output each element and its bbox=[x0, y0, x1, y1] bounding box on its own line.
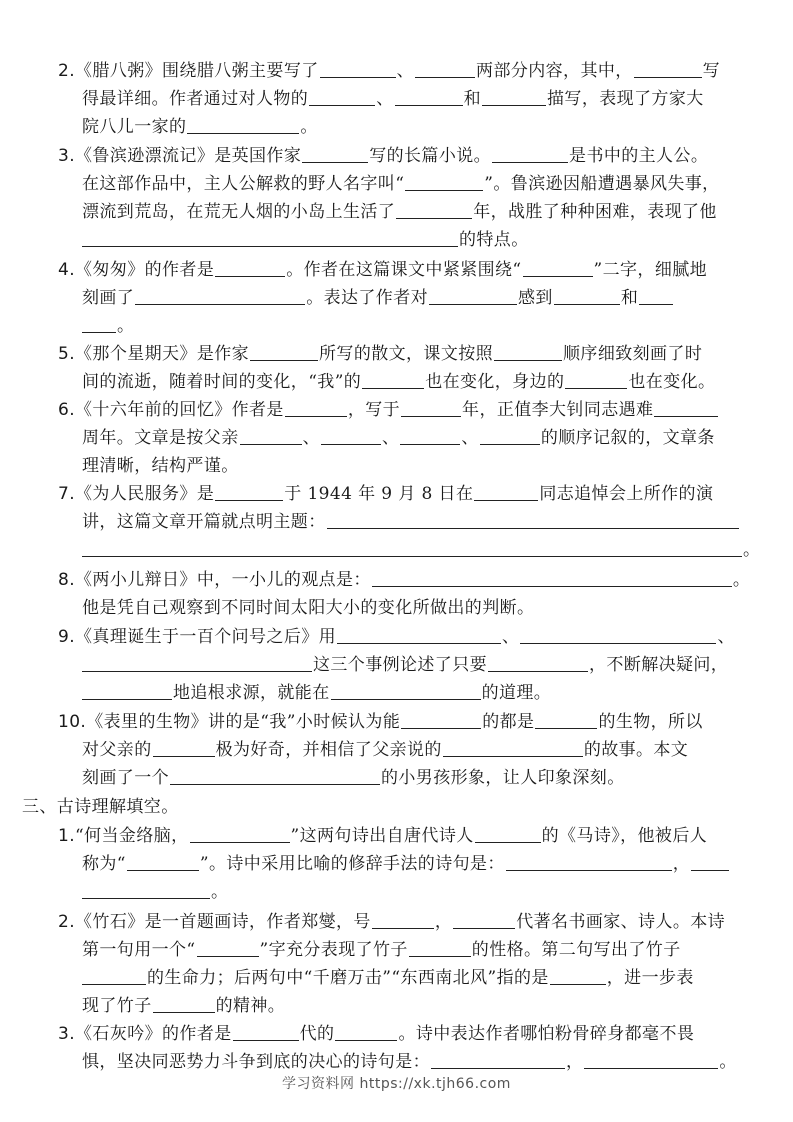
answer-blank[interactable] bbox=[82, 316, 116, 333]
text: 年，正值李大钊同志遇难 bbox=[462, 400, 654, 420]
text: ， bbox=[672, 854, 691, 874]
text: 的《马诗》，他被后人 bbox=[541, 826, 708, 846]
answer-blank[interactable] bbox=[302, 146, 368, 163]
section-heading: 三、古诗理解填空。 bbox=[22, 797, 179, 817]
answer-blank[interactable] bbox=[127, 854, 199, 871]
answer-blank[interactable] bbox=[405, 174, 483, 191]
question-number: 5. bbox=[58, 344, 76, 364]
text: 《十六年前的回忆》作者是 bbox=[75, 400, 284, 420]
text: ， bbox=[566, 1052, 584, 1072]
q6-line-2 bbox=[82, 428, 715, 448]
answer-blank[interactable] bbox=[565, 372, 627, 389]
question-number: 3. bbox=[58, 146, 76, 166]
q6-line-3 bbox=[82, 456, 239, 476]
text: 、 bbox=[396, 61, 415, 81]
answer-blank[interactable] bbox=[506, 854, 672, 871]
text: 《两小儿辩日》中，一小儿的观点是： bbox=[75, 570, 371, 590]
answer-blank[interactable] bbox=[197, 940, 259, 957]
text: 《表里的生物》讲的是“我”小时候认为能 bbox=[86, 712, 401, 732]
answer-blank[interactable] bbox=[395, 89, 463, 106]
text: 是书中的主人公。 bbox=[569, 146, 709, 166]
text: 所写的散文，课文按照 bbox=[319, 344, 494, 364]
question-number: 10. bbox=[58, 712, 87, 732]
q7-line-2 bbox=[82, 512, 740, 532]
text: 刻画了 bbox=[82, 288, 135, 308]
q9-line-1 bbox=[58, 627, 735, 647]
text: 。作者在这篇课文中紧紧围绕“ bbox=[286, 260, 522, 280]
answer-blank[interactable] bbox=[409, 940, 471, 957]
answer-blank[interactable] bbox=[443, 740, 583, 757]
answer-blank[interactable] bbox=[492, 146, 568, 163]
answer-blank[interactable] bbox=[82, 882, 210, 899]
answer-blank[interactable] bbox=[372, 570, 732, 587]
answer-blank[interactable] bbox=[415, 61, 475, 78]
answer-blank[interactable] bbox=[285, 400, 347, 417]
q2-line-1 bbox=[58, 61, 720, 81]
answer-blank[interactable] bbox=[550, 968, 606, 985]
text: 极为好奇，并相信了父亲说的 bbox=[215, 740, 442, 760]
q3-line-3 bbox=[82, 202, 717, 222]
answer-blank[interactable] bbox=[523, 260, 593, 277]
text: 。 bbox=[117, 316, 135, 336]
text: 。表达了作者对 bbox=[306, 288, 429, 308]
text: 地追根求源，就能在 bbox=[173, 683, 330, 703]
answer-blank[interactable] bbox=[82, 683, 172, 700]
answer-blank[interactable] bbox=[639, 288, 673, 305]
text: 写 bbox=[702, 61, 721, 81]
answer-blank[interactable] bbox=[480, 428, 540, 445]
answer-blank[interactable] bbox=[691, 854, 729, 871]
answer-blank[interactable] bbox=[482, 89, 546, 106]
text: 他是凭自己观察到不同时间太阳大小的变化所做出的判断。 bbox=[82, 598, 535, 618]
q6-line-1 bbox=[58, 400, 719, 420]
text: 称为“ bbox=[82, 854, 126, 874]
text: 得最详细。作者通过对人物的 bbox=[82, 89, 309, 109]
text: 《石灰吟》的作者是 bbox=[75, 1024, 232, 1044]
text: 年，战胜了种种困难，表现了他 bbox=[473, 202, 717, 222]
answer-blank[interactable] bbox=[240, 428, 302, 445]
q10-line-1 bbox=[58, 712, 703, 732]
answer-blank[interactable] bbox=[362, 372, 424, 389]
question-number: 2. bbox=[58, 61, 76, 81]
answer-blank[interactable] bbox=[309, 89, 375, 106]
text: 第一句用一个“ bbox=[82, 940, 196, 960]
text: 现了竹子 bbox=[82, 996, 152, 1016]
text: 。 bbox=[743, 540, 761, 560]
text: 《匆匆》的作者是 bbox=[75, 260, 215, 280]
text: ”。诗中采用比喻的修辞手法的诗句是： bbox=[199, 854, 505, 874]
text: 同志追悼会上所作的演 bbox=[539, 484, 714, 504]
answer-blank[interactable] bbox=[331, 683, 481, 700]
q2-line-2 bbox=[82, 89, 704, 109]
q2-line-3 bbox=[82, 117, 318, 137]
text: 的精神。 bbox=[215, 996, 286, 1016]
q7-line-1 bbox=[58, 484, 713, 504]
answer-blank[interactable] bbox=[453, 912, 515, 929]
answer-blank[interactable] bbox=[475, 826, 541, 843]
question-number: 6. bbox=[58, 400, 76, 420]
text: 也在变化。 bbox=[628, 372, 716, 392]
question-number: 3. bbox=[58, 1024, 76, 1044]
answer-blank[interactable] bbox=[337, 627, 501, 644]
text: ”字充分表现了竹子 bbox=[259, 940, 408, 960]
text: 、 bbox=[376, 89, 394, 109]
answer-blank[interactable] bbox=[215, 260, 285, 277]
answer-blank[interactable] bbox=[554, 288, 620, 305]
text: 这三个事例论述了只要 bbox=[313, 655, 487, 675]
p3-line-1 bbox=[58, 1024, 694, 1044]
text: 也在变化，身边的 bbox=[425, 372, 565, 392]
text: 漂流到荒岛，在荒无人烟的小岛上生活了 bbox=[82, 202, 396, 222]
text: 《真理诞生于一百个问号之后》用 bbox=[75, 627, 337, 647]
text: 间的流逝，随着时间的变化，“我”的 bbox=[82, 372, 362, 392]
q8-line-2 bbox=[82, 598, 534, 618]
text: 代的 bbox=[299, 1024, 335, 1044]
answer-blank[interactable] bbox=[215, 484, 283, 501]
text: 的故事。本文 bbox=[583, 740, 689, 760]
answer-blank[interactable] bbox=[153, 740, 215, 757]
text: 。 bbox=[211, 882, 229, 902]
answer-blank[interactable] bbox=[82, 540, 742, 557]
text: 理清晰，结构严谨。 bbox=[82, 456, 239, 476]
answer-blank[interactable] bbox=[400, 428, 460, 445]
text: 的都是 bbox=[482, 712, 535, 732]
text: 的顺序记叙的，文章条 bbox=[540, 428, 715, 448]
text: 、 bbox=[302, 428, 321, 448]
answer-blank[interactable] bbox=[634, 61, 702, 78]
answer-blank[interactable] bbox=[474, 484, 538, 501]
text: 《腊八粥》围绕腊八粥主要写了 bbox=[75, 61, 319, 81]
answer-blank[interactable] bbox=[187, 117, 299, 134]
text: 代著名书画家、诗人。本诗 bbox=[516, 912, 726, 932]
question-number: 1. bbox=[58, 826, 76, 846]
text: 对父亲的 bbox=[82, 740, 152, 760]
p1-line-2 bbox=[82, 854, 730, 874]
q7-line-3 bbox=[82, 540, 760, 560]
answer-blank[interactable] bbox=[170, 768, 380, 785]
answer-blank[interactable] bbox=[654, 400, 718, 417]
text: 的小男孩形象，让人印象深刻。 bbox=[381, 768, 625, 788]
text: 的特点。 bbox=[459, 230, 529, 250]
answer-blank[interactable] bbox=[401, 400, 461, 417]
footer-watermark: 学习资料网 https://xk.tjh66.com bbox=[282, 1076, 511, 1092]
text: 顺序细致刻画了时 bbox=[563, 344, 703, 364]
answer-blank[interactable] bbox=[335, 1024, 397, 1041]
text: 和 bbox=[620, 288, 639, 308]
q5-line-1 bbox=[58, 344, 702, 364]
p2-line-4 bbox=[82, 996, 285, 1016]
answer-blank[interactable] bbox=[135, 288, 305, 305]
text: 和 bbox=[463, 89, 482, 109]
p2-line-3 bbox=[82, 968, 694, 988]
answer-blank[interactable] bbox=[320, 61, 396, 78]
p3-line-2 bbox=[82, 1052, 737, 1072]
text: 、 bbox=[502, 627, 520, 647]
answer-blank[interactable] bbox=[321, 428, 381, 445]
p2-line-2 bbox=[82, 940, 681, 960]
answer-blank[interactable] bbox=[82, 230, 458, 247]
text: ，进一步表 bbox=[606, 968, 694, 988]
text: ， bbox=[434, 912, 453, 932]
q4-line-1 bbox=[58, 260, 707, 280]
q3-line-2 bbox=[82, 174, 720, 194]
text: 。 bbox=[719, 1052, 737, 1072]
text: ”二字，细腻地 bbox=[593, 260, 708, 280]
answer-blank[interactable] bbox=[401, 712, 481, 729]
answer-blank[interactable] bbox=[190, 826, 290, 843]
text: 。诗中表达作者哪怕粉骨碎身都毫不畏 bbox=[398, 1024, 695, 1044]
answer-blank[interactable] bbox=[327, 512, 739, 529]
answer-blank[interactable] bbox=[535, 712, 597, 729]
answer-blank[interactable] bbox=[429, 288, 517, 305]
answer-blank[interactable] bbox=[520, 627, 716, 644]
p1-line-1 bbox=[58, 826, 707, 846]
text: 《竹石》是一首题画诗，作者郑燮，号 bbox=[75, 912, 371, 932]
text: ，不断解决疑问， bbox=[589, 655, 729, 675]
q10-line-3 bbox=[82, 768, 625, 788]
q8-line-1 bbox=[58, 570, 750, 590]
answer-blank[interactable] bbox=[396, 202, 472, 219]
answer-blank[interactable] bbox=[82, 968, 146, 985]
question-number: 2. bbox=[58, 912, 76, 932]
answer-blank[interactable] bbox=[584, 1052, 718, 1069]
q5-line-2 bbox=[82, 372, 715, 392]
answer-blank[interactable] bbox=[250, 344, 318, 361]
text: 《为人民服务》是 bbox=[75, 484, 215, 504]
q3-line-1 bbox=[58, 146, 708, 166]
answer-blank[interactable] bbox=[494, 344, 562, 361]
text: 《那个星期天》是作家 bbox=[75, 344, 250, 364]
question-number: 9. bbox=[58, 627, 76, 647]
text: 描写，表现了方家大 bbox=[547, 89, 704, 109]
answer-blank[interactable] bbox=[431, 1052, 565, 1069]
text: 周年。文章是按父亲 bbox=[82, 428, 239, 448]
text: 讲，这篇文章开篇就点明主题： bbox=[82, 512, 326, 532]
q4-line-3 bbox=[82, 316, 134, 336]
text: 的生命力；后两句中“千磨万击”“东西南北风”指的是 bbox=[147, 968, 549, 988]
text: 。 bbox=[300, 117, 318, 137]
q3-line-4 bbox=[82, 230, 529, 250]
answer-blank[interactable] bbox=[82, 655, 312, 672]
answer-blank[interactable] bbox=[233, 1024, 299, 1041]
text: 的道理。 bbox=[481, 683, 552, 703]
text: 、 bbox=[717, 627, 735, 647]
question-number: 8. bbox=[58, 570, 76, 590]
text: “何当金络脑， bbox=[75, 826, 189, 846]
text: 、 bbox=[382, 428, 400, 448]
text: 、 bbox=[461, 428, 479, 448]
question-number: 4. bbox=[58, 260, 76, 280]
text: ，写于 bbox=[347, 400, 401, 420]
text: 于 1944 年 9 月 8 日在 bbox=[284, 484, 474, 504]
text: 。 bbox=[732, 570, 751, 590]
text: 两部分内容，其中， bbox=[476, 61, 633, 81]
text: 院八儿一家的 bbox=[82, 117, 187, 137]
q10-line-2 bbox=[82, 740, 688, 760]
text: 的生物，所以 bbox=[598, 712, 703, 732]
q9-line-3 bbox=[82, 683, 551, 703]
text: 的性格。第二句写出了竹子 bbox=[471, 940, 681, 960]
question-number: 7. bbox=[58, 484, 76, 504]
text: 惧，坚决同恶势力斗争到底的决心的诗句是： bbox=[82, 1052, 430, 1072]
text: ”这两句诗出自唐代诗人 bbox=[290, 826, 474, 846]
answer-blank[interactable] bbox=[372, 912, 434, 929]
answer-blank[interactable] bbox=[153, 996, 215, 1013]
text: 写的长篇小说。 bbox=[369, 146, 492, 166]
p1-line-3 bbox=[82, 882, 228, 902]
text: 感到 bbox=[518, 288, 553, 308]
q4-line-2 bbox=[82, 288, 674, 308]
text: 在这部作品中，主人公解救的野人名字叫“ bbox=[82, 174, 405, 194]
p2-line-1 bbox=[58, 912, 725, 932]
text: ”。鲁滨逊因船遭遇暴风失事， bbox=[484, 174, 720, 194]
text: 刻画了一个 bbox=[82, 768, 169, 788]
q9-line-2 bbox=[82, 655, 728, 675]
text: 《鲁滨逊漂流记》是英国作家 bbox=[75, 146, 302, 166]
answer-blank[interactable] bbox=[488, 655, 588, 672]
